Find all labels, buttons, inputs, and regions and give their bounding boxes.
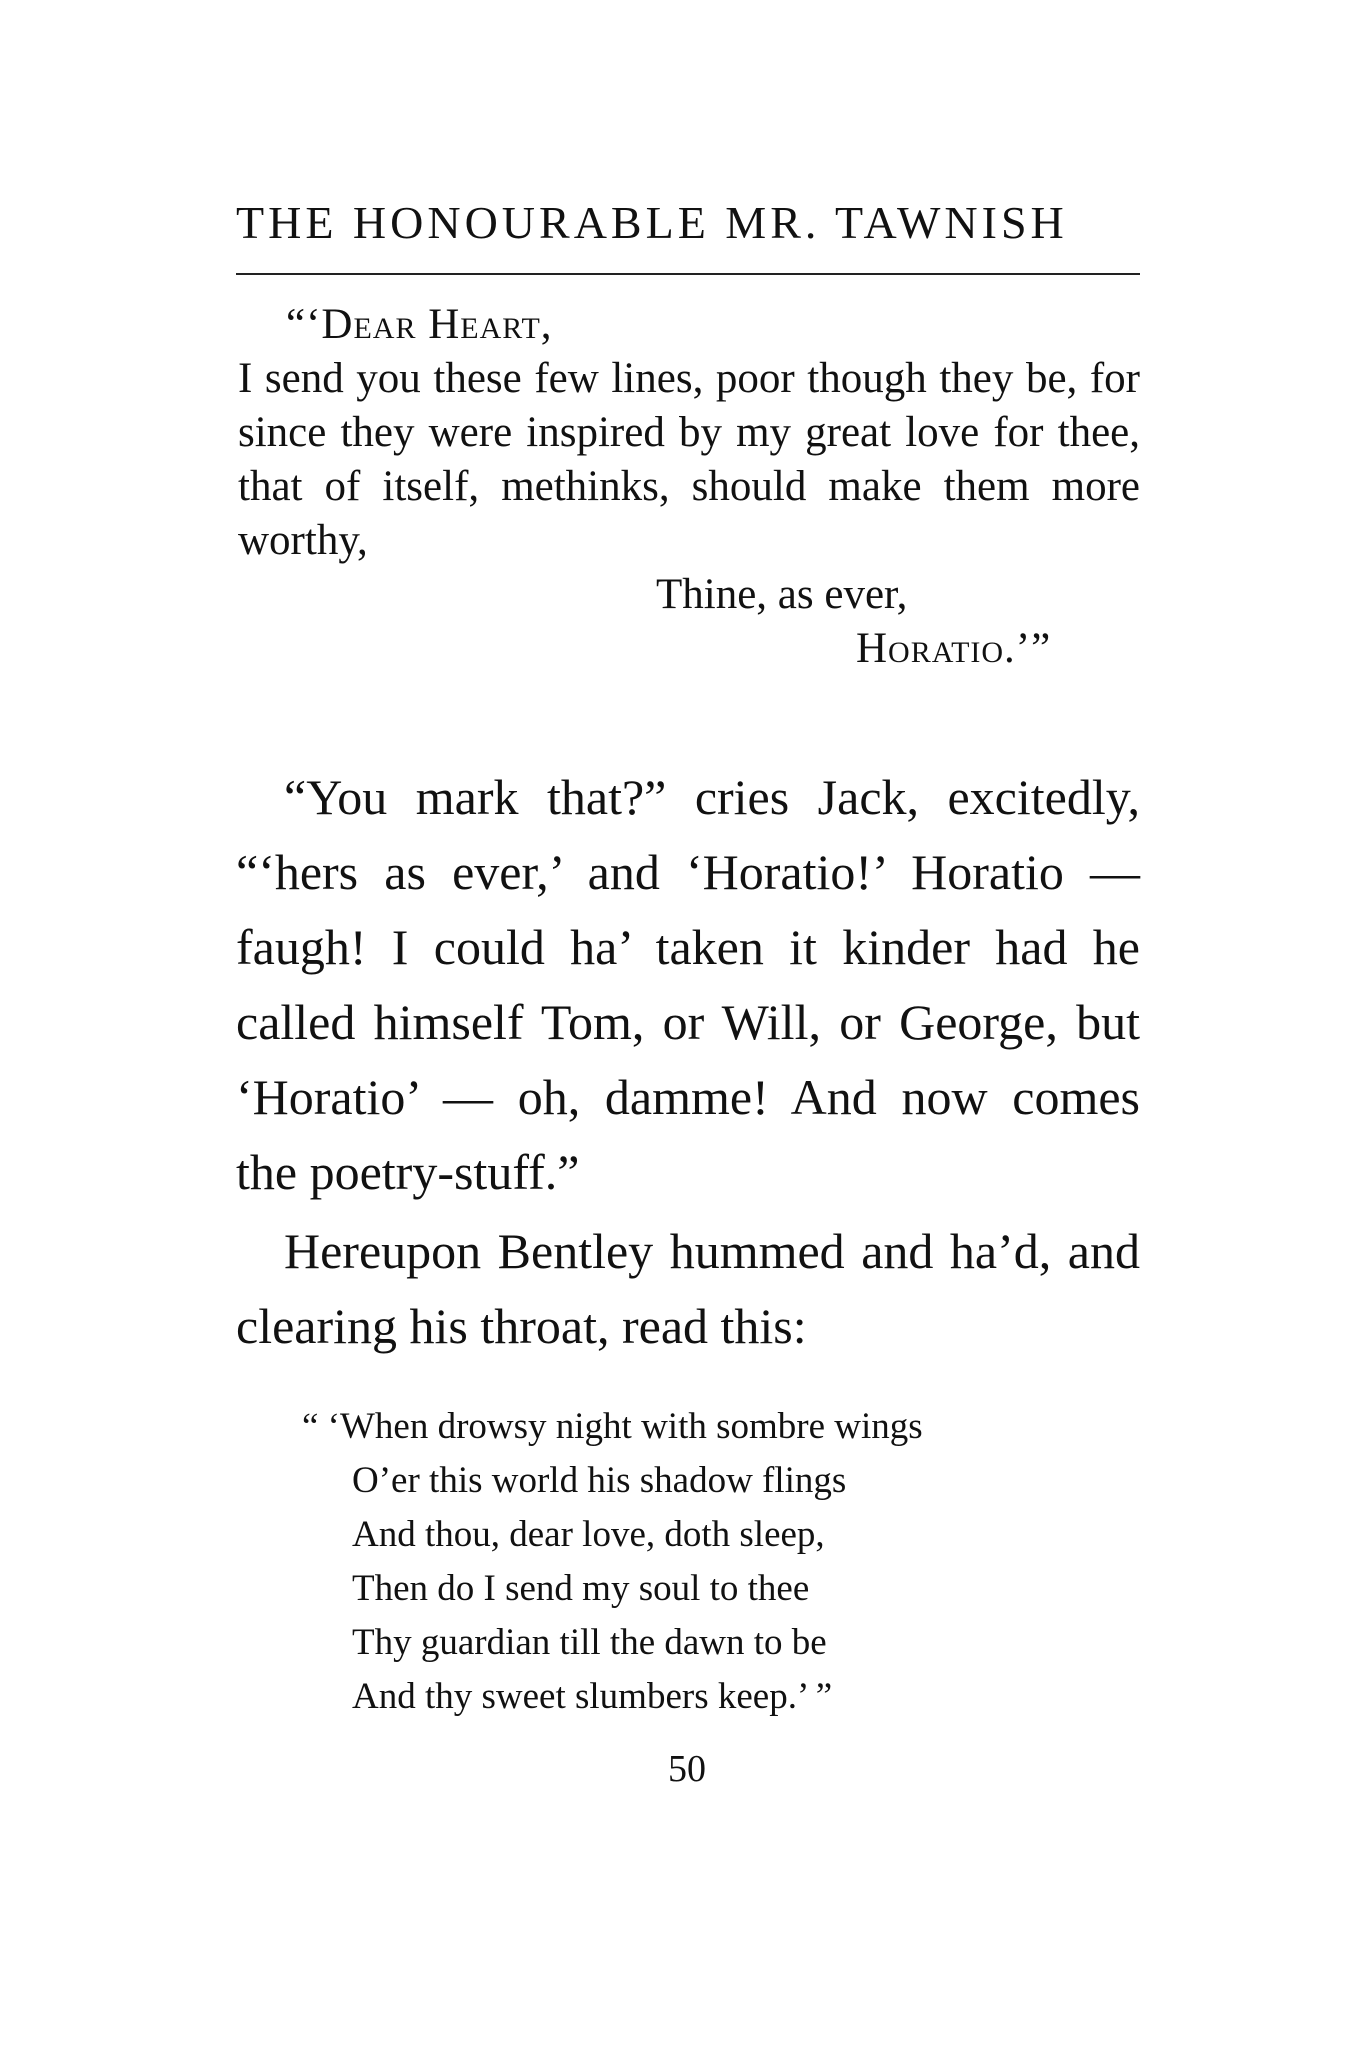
- poem-line-3: And thou, dear love, doth sleep,: [352, 1514, 825, 1555]
- poem-line-6: And thy sweet slumbers keep.’ ”: [352, 1676, 833, 1717]
- poem: [286, 1400, 1116, 1724]
- letter-signature: Horatio.’”: [856, 625, 1052, 672]
- poem-line-2: O’er this world his shadow flings: [352, 1460, 847, 1501]
- poem-line-4: Then do I send my soul to thee: [352, 1568, 810, 1609]
- page-number: 50: [668, 1748, 706, 1790]
- letter-salutation: “‘Dear Heart,: [286, 301, 553, 348]
- running-header: THE HONOURABLE MR. TAWNISH: [236, 197, 1068, 248]
- prose-section: [236, 760, 1140, 1364]
- prose-paragraph-2: Hereupon Bentley hummed and ha’d, and clearing his throat, read this:: [236, 1223, 1140, 1354]
- quoted-letter: [238, 298, 1140, 676]
- prose-paragraph-1: “You mark that?” cries Jack, excitedly, “‘hers as ever,’ and ‘Horatio!’ Horatio — faugh! I could ha’ taken it kinder had he called himself Tom, or Will, or George, but ‘Horatio’ — oh, damme! And now comes the poetry-stuff.”: [236, 769, 1140, 1200]
- letter-closing: Thine, as ever,: [656, 571, 908, 618]
- header-rule: [236, 273, 1140, 275]
- poem-line-1: “ ‘When drowsy night with sombre wings: [302, 1406, 923, 1447]
- letter-body: I send you these few lines, poor though they be, for since they were inspired by my great love for thee, that of itself, methinks, should make them more worthy,: [238, 355, 1140, 564]
- poem-line-5: Thy guardian till the dawn to be: [352, 1622, 827, 1663]
